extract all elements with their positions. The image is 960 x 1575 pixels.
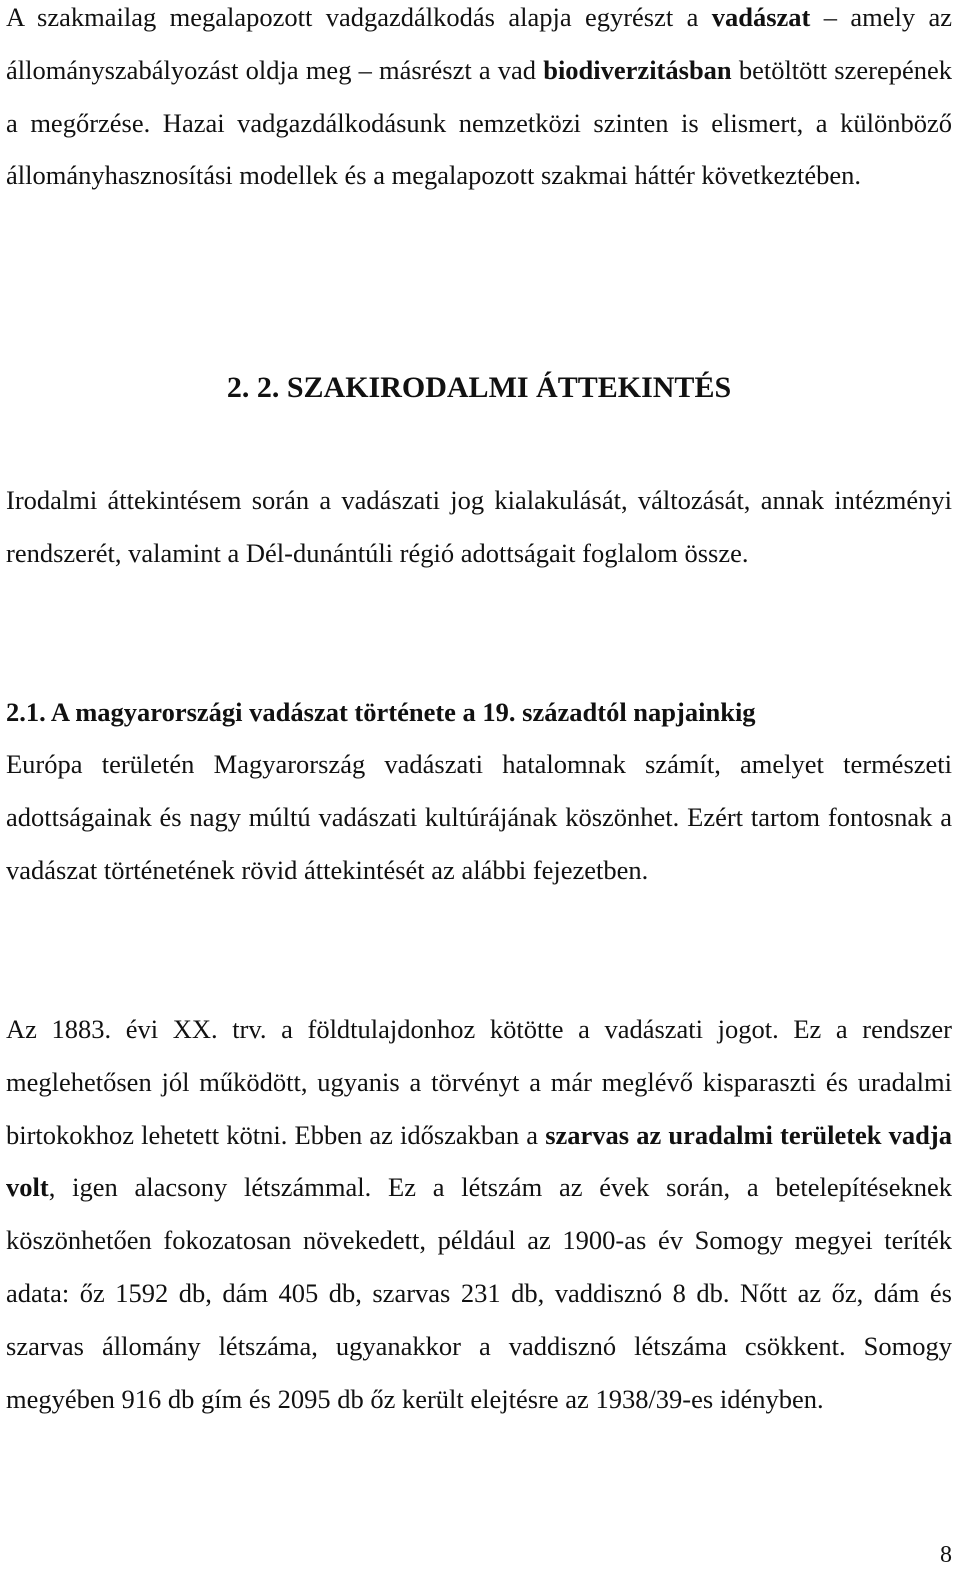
law-bold-deer: szarvas az uradalmi területek vadja volt (6, 1119, 952, 1203)
page-number: 8 (940, 1542, 952, 1568)
intro-text-3: betöltött szerepének a megőrzése. Hazai vadgazdálkodásunk nemzetközi szinten is elismert, a különböző állományhasznosítási modellek és a megalapozott szakmai háttér következtében. (6, 54, 952, 191)
law-text-2: , igen alacsony létszámmal. Ez a létszám az évek során, a betelepítéseknek köszönhetően fokozatosan növekedett, például az 1900-as év Somogy megyei teríték adata: őz 1592 db, dám 405 db, szarvas 231 db, vaddisznó 8 db. Nőtt az őz, dám és szarvas állomány létszáma, ugyanakkor a vaddisznó létszáma csökkent. Somogy megyében 916 db gím és 2095 db őz került elejtésre az 1938/39-es idényben. (6, 1172, 952, 1414)
law-paragraph (6, 1003, 952, 1425)
intro-text-2: – amely az állományszabályozást oldja meg – másrészt a vad (6, 2, 952, 85)
intro-bold-hunting: vadászat (711, 2, 811, 32)
intro-bold-biodiversity: biodiverzitásban (543, 54, 732, 85)
history-paragraph: Európa területén Magyarország vadászati hatalomnak számít, amelyet természeti adottságainak és nagy múltú vadászati kultúrájának köszönhet. Ezért tartom fontosnak a vadászat történetének rövid áttekintését az alábbi fejezetben. (6, 749, 952, 885)
law-text-1: Az 1883. évi XX. trv. a földtulajdonhoz kötötte a vadászati jogot. Ez a rendszer meglehetősen jól működött, ugyanis a törvényt a már meglévő kisparaszti és uradalmi birtokokhoz lehetett kötni. Ebben az időszakban a (6, 1014, 952, 1150)
review-paragraph: Irodalmi áttekintésem során a vadászati jog kialakulását, változását, annak intézményi rendszerét, valamint a Dél-dunántúli régió adottságait foglalom össze. (6, 485, 952, 568)
section-heading: 2. 2. SZAKIRODALMI ÁTTEKINTÉS (226, 371, 732, 404)
subsection-heading: 2.1. A magyarországi vadászat története a 19. századtól napjainkig (6, 697, 756, 727)
intro-paragraph (6, 0, 952, 202)
intro-text-1: A szakmailag megalapozott vadgazdálkodás alapja egyrészt a (6, 2, 712, 32)
